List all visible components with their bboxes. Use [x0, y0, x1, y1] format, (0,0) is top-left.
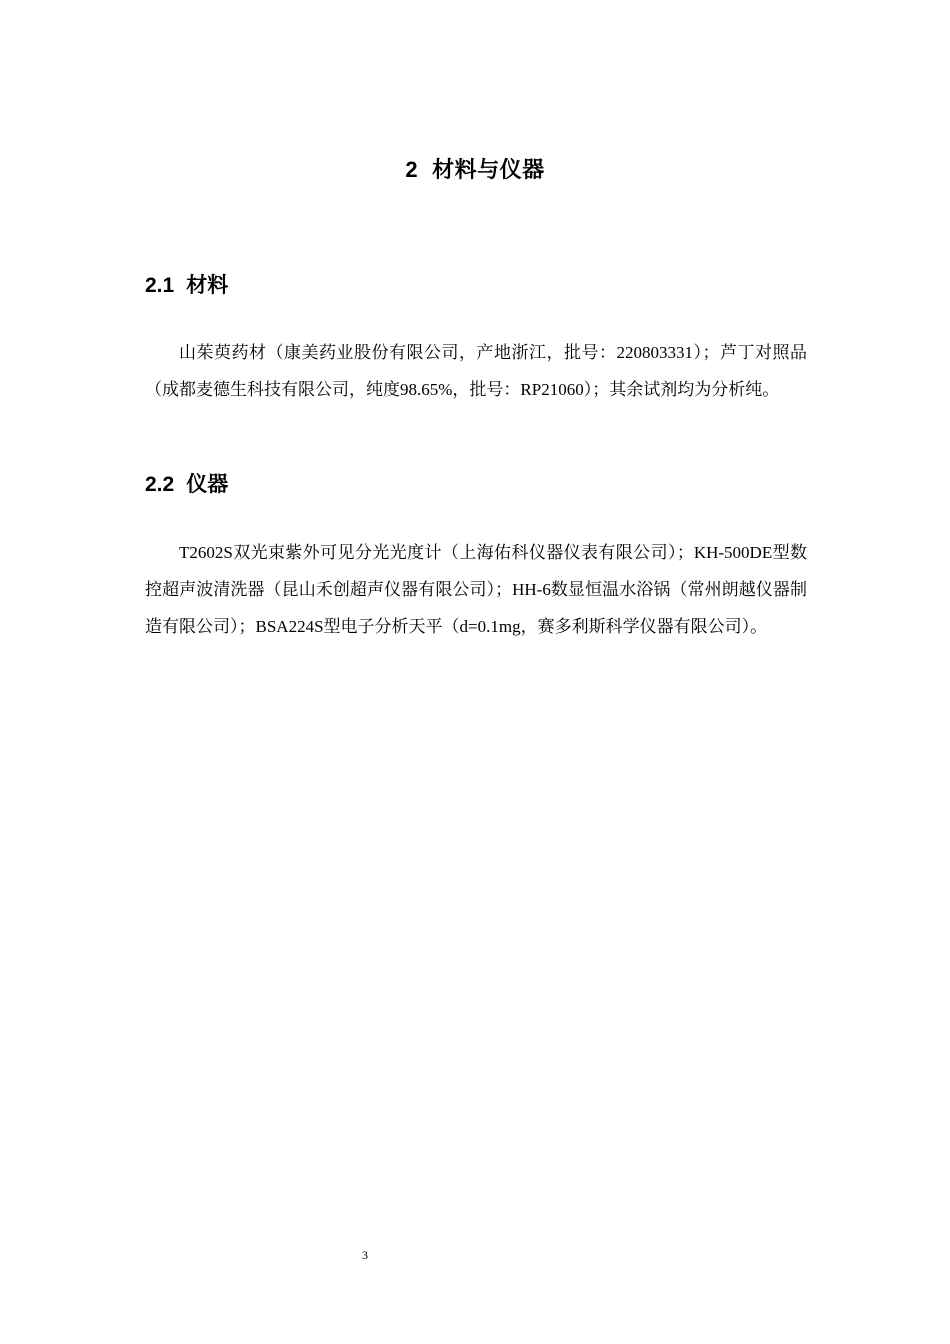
page-number: 3 [362, 1248, 368, 1262]
section-title: 仪器 [186, 473, 229, 496]
section-title: 材料 [186, 274, 229, 297]
section-number: 2.1 [145, 274, 175, 297]
section-heading-materials [145, 271, 228, 301]
chapter-title [0, 154, 950, 186]
chapter-number: 2 [405, 157, 419, 182]
section-number: 2.2 [145, 473, 175, 496]
materials-paragraph: 山茱萸药材（康美药业股份有限公司，产地浙江，批号：220803331）；芦丁对照品（成都麦德生科技有限公司，纯度98.65%，批号：RP21060）；其余试剂均为分析纯。 [145, 343, 807, 399]
instruments-paragraph: T2602S双光束紫外可见分光光度计（上海佑科仪器仪表有限公司）；KH-500DE型数控超声波清洗器（昆山禾创超声仪器有限公司）；HH-6数显恒温水浴锅（常州朗越仪器制造有限公司）；BSA224S型电子分析天平（d=0.1mg，赛多利斯科学仪器有限公司）。 [145, 543, 807, 636]
section-heading-instruments [145, 470, 228, 500]
chapter-title-text: 材料与仪器 [432, 157, 545, 182]
